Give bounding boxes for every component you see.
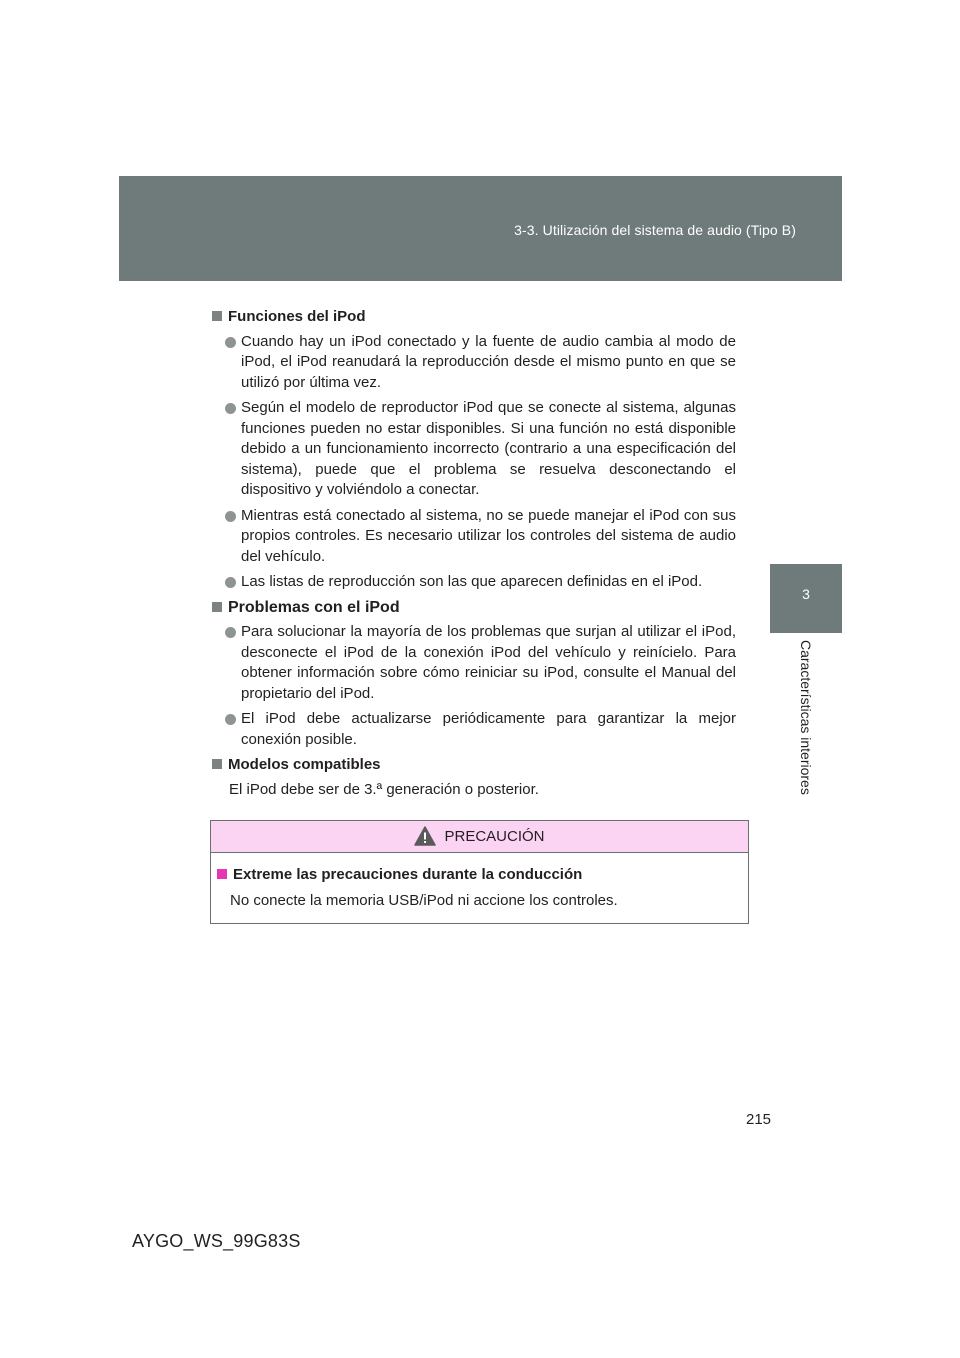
list-item-text: Según el modelo de reproductor iPod que se conecte al sistema, algunas funciones pueden no estar disponibles. Si una función no está disponible debido a un funcionamiento incorrecto (contrario a una especificación del sistema), puede que el problema se resuelva desconectando el dispositivo y volviéndolo a conectar.: [241, 399, 736, 498]
caution-title: [217, 865, 748, 885]
caution-body: [211, 853, 748, 911]
main-content: [212, 305, 736, 804]
list-item: [212, 572, 736, 593]
header-band: [119, 176, 842, 281]
list-item-text: Mientras está conectado al sistema, no se puede manejar el iPod con sus propios controles. Es necesario utilizar los controles del sistema de audio del vehículo.: [241, 506, 736, 565]
section-heading: [212, 598, 736, 619]
section-heading: [212, 307, 736, 328]
list-item-text: Cuando hay un iPod conectado y la fuente de audio cambia al modo de iPod, el iPod reanudará la reproducción desde el mismo punto en que se utilizó por última vez.: [241, 332, 736, 391]
section-heading-text: Problemas con el iPod: [228, 598, 400, 616]
chapter-label: [795, 640, 817, 808]
chapter-label-text: Características interiores: [798, 640, 814, 795]
list-item: [212, 709, 736, 750]
square-bullet-icon: [212, 311, 222, 321]
warning-triangle-icon: [414, 826, 436, 846]
list-item-text: Las listas de reproducción son las que aparecen definidas en el iPod.: [241, 573, 703, 590]
square-bullet-icon: [217, 869, 227, 879]
square-bullet-icon: [212, 602, 222, 612]
caution-box: [210, 820, 749, 924]
section-heading-text: Modelos compatibles: [228, 756, 381, 773]
list-item: [212, 398, 736, 501]
section-title: 3-3. Utilización del sistema de audio (Tipo B): [514, 222, 796, 238]
list-item-text: Para solucionar la mayoría de los problemas que surjan al utilizar el iPod, desconecte el iPod de la conexión iPod del vehículo y reinícielo. Para obtener información sobre cómo reiniciar su iPod, consulte el Manual del propietario del iPod.: [241, 623, 736, 702]
section-heading-text: Funciones del iPod: [228, 308, 366, 325]
circle-bullet-icon: [225, 577, 236, 588]
list-item-text: El iPod debe actualizarse periódicamente para garantizar la mejor conexión posible.: [241, 710, 736, 748]
chapter-number: 3: [802, 586, 810, 602]
circle-bullet-icon: [225, 403, 236, 414]
caution-heading: PRECAUCIÓN: [444, 828, 545, 845]
circle-bullet-icon: [225, 337, 236, 348]
caution-text: No conecte la memoria USB/iPod ni accione los controles.: [230, 892, 618, 909]
square-bullet-icon: [212, 759, 222, 769]
chapter-tab: [770, 564, 842, 633]
circle-bullet-icon: [225, 627, 236, 638]
document-code: AYGO_WS_99G83S: [132, 1231, 301, 1251]
page-number: 215: [746, 1111, 772, 1128]
caution-header: [211, 821, 748, 853]
list-item: [212, 332, 736, 394]
list-item: [212, 506, 736, 568]
paragraph: El iPod debe ser de 3.ª generación o posterior.: [229, 780, 539, 798]
section-heading: [212, 755, 736, 776]
circle-bullet-icon: [225, 511, 236, 522]
circle-bullet-icon: [225, 714, 236, 725]
caution-title-text: Extreme las precauciones durante la conducción: [233, 866, 583, 883]
list-item: [212, 622, 736, 704]
